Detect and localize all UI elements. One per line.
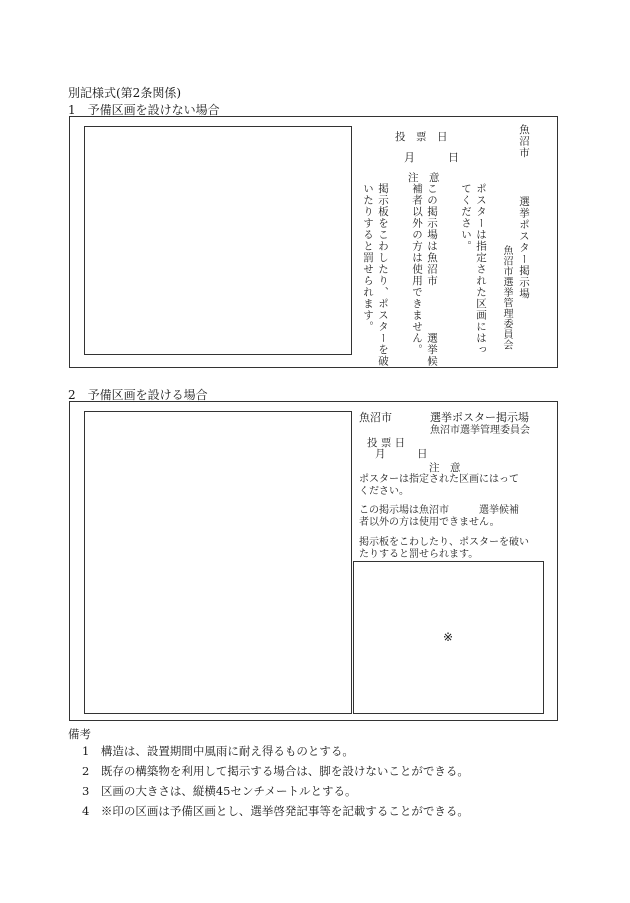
case1-vote-day: 投 票 日 xyxy=(395,131,448,143)
case2-notice-1b: ください。 xyxy=(359,486,409,497)
case2-heading: 2 予備区画を設ける場合 xyxy=(68,388,208,402)
case1-board xyxy=(69,116,558,368)
case1-notice-3b: いたりすると罰せられます。 xyxy=(362,183,374,333)
case1-notice-title: 注 意 xyxy=(408,172,440,184)
remarks-title: 備考 xyxy=(68,727,91,741)
case1-committee: 魚沼市選挙管理委員会 xyxy=(501,245,512,350)
case2-city: 魚沼市 xyxy=(359,411,392,424)
form-title: 別記様式(第2条関係) xyxy=(68,86,181,100)
case2-board-title: 選挙ポスター掲示場 xyxy=(430,411,529,424)
case2-notice-1a: ポスターは指定された区画にはって xyxy=(359,474,519,485)
case2-committee: 魚沼市選挙管理委員会 xyxy=(430,425,530,436)
case1-board-title: 選挙ポスター掲示場 xyxy=(518,196,530,300)
case2-poster-area xyxy=(84,411,352,714)
case2-month-day: 月 日 xyxy=(375,448,428,460)
case2-notice-3a: 掲示板をこわしたり、ポスターを破い xyxy=(359,537,529,548)
case1-month-day: 月 日 xyxy=(404,151,459,164)
remark-item-4: 4 ※印の区画は予備区画とし、選挙啓発記事等を記載することができる。 xyxy=(82,804,469,818)
case2-notice-2a: この掲示場は魚沼市 選挙候補 xyxy=(359,505,519,516)
case1-heading: 1 予備区画を設けない場合 xyxy=(68,103,220,117)
remark-item-2: 2 既存の構築物を利用して掲示する場合は、脚を設けないことができる。 xyxy=(82,764,469,778)
case1-notice-1a: ポスターは指定された区画にはっ xyxy=(475,183,487,356)
case1-notice-1b: てください。 xyxy=(460,183,472,252)
case2-notice-title: 注 意 xyxy=(429,462,461,474)
case2-vote-day: 投 票 日 xyxy=(367,437,406,449)
case2-reserve-area xyxy=(353,561,544,714)
case2-notice-3b: たりすると罰せられます。 xyxy=(359,549,479,560)
reserve-mark: ※ xyxy=(443,630,454,644)
remark-item-3: 3 区画の大きさは、縦横45センチメートルとする。 xyxy=(82,784,357,798)
case1-city: 魚沼市 xyxy=(518,124,530,159)
case1-poster-area xyxy=(84,126,352,355)
case2-notice-2b: 者以外の方は使用できません。 xyxy=(359,517,500,528)
case1-notice-2a: この掲示場は魚沼市 選挙候 xyxy=(426,183,438,367)
case2-board xyxy=(69,401,558,721)
case1-notice-3a: 掲示板をこわしたり、ポスターを破 xyxy=(377,183,389,367)
remark-item-1: 1 構造は、設置期間中風雨に耐え得るものとする。 xyxy=(82,744,354,758)
case1-notice-2b: 補者以外の方は使用できません。 xyxy=(411,183,423,356)
